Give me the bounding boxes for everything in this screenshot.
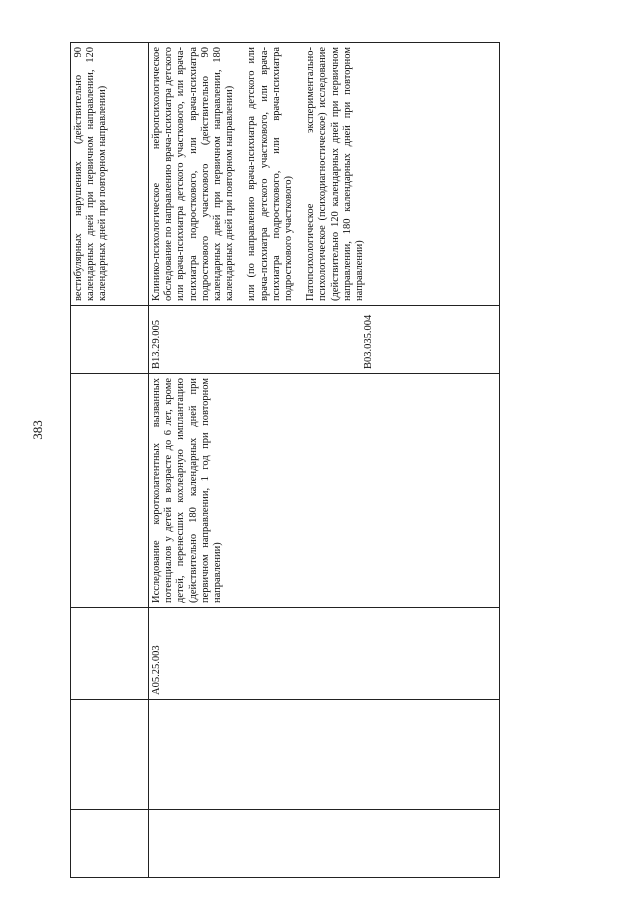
table-row [71, 43, 149, 878]
table-cell-text: вестибулярных нарушениях (действительно 90 календарных дней при первичном направлении, 120 календарных дней при повторном направлении) [71, 43, 149, 306]
table-cell-empty [71, 810, 149, 878]
table-cell-empty [71, 374, 149, 608]
table-cell-empty [71, 700, 149, 810]
table-cell-codes [149, 306, 500, 374]
table-cell-empty [71, 306, 149, 374]
table-cell-text [149, 43, 500, 306]
table-cell-empty [149, 810, 500, 878]
table-cell-text: Исследование коротколатентных вызванных потенциалов у детей в возрасте до 6 лет, кроме детей, перенесших кохлеарную имплантацию (действительно 180 календарных дней при первичном направлении, 1 год при повторном направлении) [149, 374, 500, 608]
service-description: Патопсихологическое экспериментально-психологическое (психодиагностическое) исследование (действительно 120 календарных дней при первичном направлении, 180 календарных дней при повторном направлении) [305, 47, 366, 301]
document-table [70, 42, 500, 878]
table-cell-empty [71, 608, 149, 700]
table-cell-empty [149, 700, 500, 810]
page-number: 383 [30, 420, 45, 440]
service-code: B03.035.004 [363, 314, 375, 369]
service-description: Клинико-психологическое нейропсихологическое обследование по направлению врача-психиатра детского или врача-психиатра детского участкового, или врача-психиатра подросткового, или врача-психиатра подросткового участкового (действительно 90 календарных дней при первичном направлении, 180 календарных дней при повторном направлении) [151, 47, 236, 301]
service-description: или (по направлению врача-психиатра детского или врача-психиатра детского участкового, или врача-психиатра подросткового, или врача-психиатра подросткового участкового) [246, 47, 295, 301]
table-row [149, 43, 500, 878]
service-code: B13.29.005 [151, 319, 162, 369]
table-cell-code: A05.25.003 [149, 608, 500, 700]
rotated-table-wrapper [70, 43, 500, 878]
